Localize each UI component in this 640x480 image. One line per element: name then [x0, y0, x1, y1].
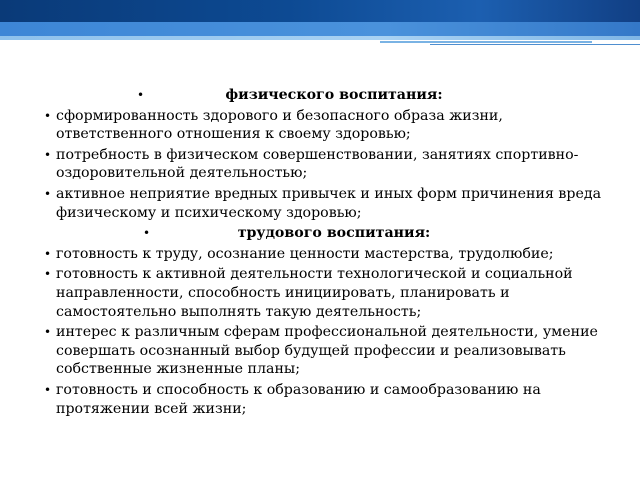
list-item: [0, 185, 640, 222]
list-item: [0, 323, 640, 379]
list-item-text: интерес к различным сферам профессиональной деятельности, умение совершать осознанный выбор будущей профессии и реализовывать собственные жизненные планы;: [56, 324, 598, 378]
bullet-icon: •: [44, 147, 52, 162]
bullet-icon: •: [44, 246, 52, 261]
header-band-dark: [0, 0, 640, 22]
section-heading-physical: [0, 86, 640, 105]
section-heading-labor: [0, 224, 640, 243]
slide-header-banner: [0, 0, 640, 48]
list-item: [0, 381, 640, 418]
list-item: [0, 265, 640, 321]
header-accent-line: [430, 44, 640, 45]
slide-content: [0, 86, 640, 420]
section-heading-text: трудового воспитания:: [237, 225, 431, 242]
bullet-icon: •: [143, 226, 151, 241]
header-accent-line: [380, 41, 592, 43]
bullet-icon: •: [44, 325, 52, 340]
list-item: [0, 245, 640, 264]
bullet-icon: •: [44, 186, 52, 201]
list-item: [0, 107, 640, 144]
list-item-text: активное неприятие вредных привычек и иных форм причинения вреда физическому и психическому здоровью;: [56, 185, 602, 221]
list-item: [0, 146, 640, 183]
list-item-text: потребность в физическом совершенствовании, занятиях спортивно-оздоровительной деятельностью;: [56, 146, 579, 182]
list-item-text: готовность и способность к образованию и самообразованию на протяжении всей жизни;: [56, 381, 541, 417]
list-item-text: готовность к активной деятельности технологической и социальной направленности, способность инициировать, планировать и самостоятельно выполнять такую деятельность;: [56, 266, 573, 320]
section-heading-text: физического воспитания:: [225, 87, 443, 103]
list-item-text: готовность к труду, осознание ценности мастерства, трудолюбие;: [56, 245, 554, 262]
header-band-mid: [0, 22, 640, 36]
header-band-light: [0, 36, 640, 40]
bullet-icon: •: [44, 267, 52, 282]
list-item-text: сформированность здорового и безопасного образа жизни, ответственного отношения к своему здоровью;: [56, 107, 503, 143]
bullet-icon: •: [44, 108, 52, 123]
bullet-icon: •: [44, 382, 52, 397]
bullet-icon: •: [137, 88, 145, 102]
